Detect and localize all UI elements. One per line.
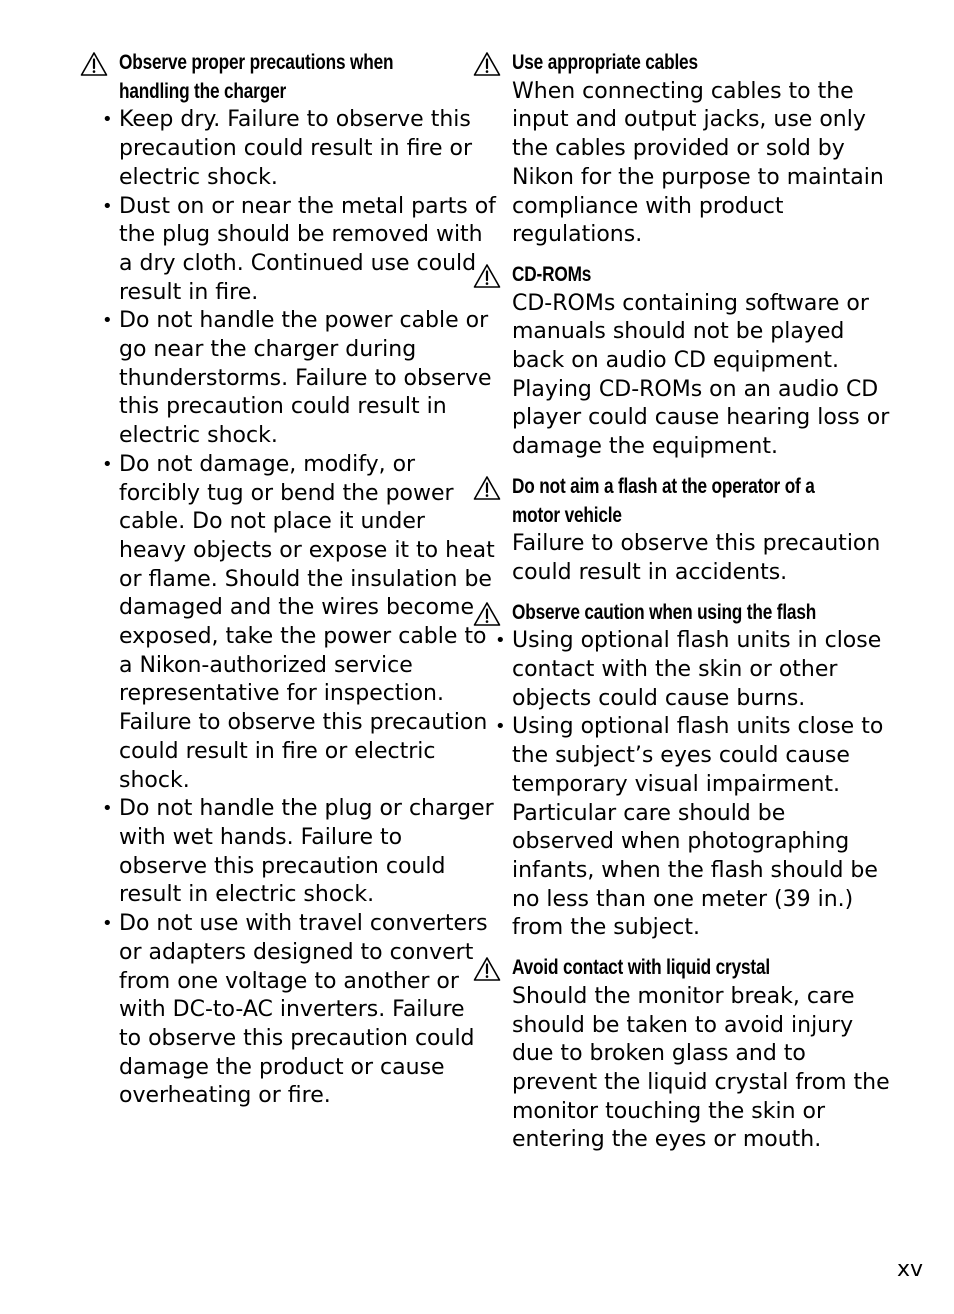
bullet-dot: • xyxy=(102,798,113,820)
bullet-list xyxy=(495,627,884,943)
body-line: player could cause hearing loss or xyxy=(512,405,890,431)
section-flash-operator xyxy=(473,473,881,588)
section-flash-caution xyxy=(473,599,884,943)
bullet-dot: • xyxy=(102,109,113,131)
bullet-line: no less than one meter (39 in.) xyxy=(512,886,854,912)
left-column xyxy=(80,49,496,1111)
heading-line: Use appropriate cables xyxy=(512,51,698,74)
section-heading xyxy=(119,49,464,106)
heading-line: motor vehicle xyxy=(512,503,622,527)
bullet-line: damaged and the wires become xyxy=(119,595,474,621)
bullet-list xyxy=(102,106,496,1111)
warning-icon xyxy=(80,51,108,77)
bullet-line: cable. Do not place it under xyxy=(119,509,425,535)
bullet-line: objects could cause burns. xyxy=(512,685,806,711)
bullet-line: result in electric shock. xyxy=(119,882,375,908)
bullet-line: Do not handle the plug or charger xyxy=(119,796,494,822)
bullet-line: representative for inspection. xyxy=(119,681,444,707)
warning-icon xyxy=(473,51,501,77)
body-line: the cables provided or sold by xyxy=(512,136,845,162)
right-column xyxy=(473,49,890,1155)
bullet-item xyxy=(495,713,884,943)
bullet-line: overheating or fire. xyxy=(119,1083,331,1109)
bullet-line: with DC-to-AC inverters. Failure xyxy=(119,997,465,1023)
bullet-line: exposed, take the power cable to xyxy=(119,624,487,650)
bullet-line: Keep dry. Failure to observe this xyxy=(119,107,471,133)
bullet-line: Dust on or near the metal parts of xyxy=(119,193,496,219)
bullet-line: with wet hands. Failure to xyxy=(119,824,403,850)
bullet-line: observe this precaution could xyxy=(119,853,446,879)
heading-line: handling the charger xyxy=(119,79,287,103)
bullet-line: or flame. Should the insulation be xyxy=(119,566,492,592)
body-line: compliance with product xyxy=(512,193,784,219)
section-body xyxy=(512,530,881,587)
section-body xyxy=(512,290,890,462)
section-liquid-crystal xyxy=(473,954,890,1155)
section-heading xyxy=(512,954,857,983)
body-line: could result in accidents. xyxy=(512,559,788,585)
section-cd-roms xyxy=(473,261,890,462)
page-number: xv xyxy=(896,1257,923,1282)
bullet-line: electric shock. xyxy=(119,423,278,449)
warning-icon xyxy=(473,475,501,501)
bullet-dot: • xyxy=(102,453,113,475)
bullet-line: to observe this precaution could xyxy=(119,1025,475,1051)
section-heading xyxy=(512,261,857,290)
section-body xyxy=(512,78,884,250)
bullet-line: the plug should be removed with xyxy=(119,222,483,248)
body-line: Nikon for the purpose to maintain xyxy=(512,164,884,190)
body-line: due to broken glass and to xyxy=(512,1041,806,1067)
body-line: CD-ROMs containing software or xyxy=(512,290,869,316)
body-line: Playing CD-ROMs on an audio CD xyxy=(512,376,879,402)
bullet-line: precaution could result in fire or xyxy=(119,136,473,162)
body-line: Should the monitor break, care xyxy=(512,983,855,1009)
bullet-line: from the subject. xyxy=(512,915,701,941)
bullet-line: Do not use with travel converters xyxy=(119,911,488,937)
bullet-dot: • xyxy=(102,195,113,217)
section-heading xyxy=(512,599,857,628)
bullet-line: result in fire. xyxy=(119,279,259,305)
bullet-line: Do not handle the power cable or xyxy=(119,308,489,334)
bullet-line: a dry cloth. Continued use could xyxy=(119,250,477,276)
bullet-item xyxy=(102,910,488,1111)
warning-icon xyxy=(473,956,501,982)
body-line: Failure to observe this precaution xyxy=(512,531,881,557)
bullet-line: Using optional flash units close to xyxy=(512,714,884,740)
bullet-line: thunderstorms. Failure to observe xyxy=(119,365,492,391)
bullet-item xyxy=(102,193,496,308)
body-line: input and output jacks, use only xyxy=(512,107,866,133)
bullet-line: Failure to observe this precaution xyxy=(119,710,488,736)
bullet-dot: • xyxy=(102,310,113,332)
heading-line: Do not aim a flash at the operator of a xyxy=(512,474,815,498)
bullet-line: Do not damage, modify, or xyxy=(119,451,416,477)
section-heading xyxy=(512,473,857,530)
body-line: should be taken to avoid injury xyxy=(512,1012,854,1038)
bullet-dot: • xyxy=(495,630,506,652)
bullet-line: this precaution could result in xyxy=(119,394,447,420)
bullet-line: temporary visual impairment. xyxy=(512,771,841,797)
bullet-line: Using optional flash units in close xyxy=(512,628,882,654)
bullet-item xyxy=(102,307,492,451)
bullet-line: heavy objects or expose it to heat xyxy=(119,537,495,563)
body-line: monitor touching the skin or xyxy=(512,1098,826,1124)
section-body xyxy=(512,983,890,1155)
body-line: When connecting cables to the xyxy=(512,78,854,104)
bullet-line: infants, when the flash should be xyxy=(512,857,878,883)
bullet-dot: • xyxy=(102,913,113,935)
body-line: prevent the liquid crystal from the xyxy=(512,1069,890,1095)
body-line: damage the equipment. xyxy=(512,434,778,460)
bullet-line: a Nikon-authorized service xyxy=(119,652,413,678)
heading-line: Observe proper precautions when xyxy=(119,51,394,74)
heading-line: CD-ROMs xyxy=(512,262,592,286)
bullet-line: electric shock. xyxy=(119,164,278,190)
bullet-line: from one voltage to another or xyxy=(119,968,459,994)
bullet-item xyxy=(495,627,882,713)
section-cables xyxy=(473,49,884,250)
bullet-line: Particular care should be xyxy=(512,800,786,826)
section-heading xyxy=(512,49,857,78)
bullet-line: contact with the skin or other xyxy=(512,657,838,683)
bullet-line: or adapters designed to convert xyxy=(119,939,474,965)
bullet-line: could result in fire or electric xyxy=(119,738,436,764)
bullet-item xyxy=(102,795,494,910)
bullet-line: damage the product or cause xyxy=(119,1054,445,1080)
bullet-line: the subject’s eyes could cause xyxy=(512,743,850,769)
bullet-line: go near the charger during xyxy=(119,337,417,363)
body-line: manuals should not be played xyxy=(512,319,845,345)
bullet-line: observed when photographing xyxy=(512,829,850,855)
heading-line: Avoid contact with liquid crystal xyxy=(512,956,771,980)
heading-line: Observe caution when using the flash xyxy=(512,600,817,624)
body-line: regulations. xyxy=(512,222,643,248)
warning-icon xyxy=(473,263,501,289)
bullet-item xyxy=(102,451,495,795)
bullet-item xyxy=(102,106,473,192)
body-line: back on audio CD equipment. xyxy=(512,348,839,374)
bullet-line: forcibly tug or bend the power xyxy=(119,480,454,506)
bullet-dot: • xyxy=(495,716,506,738)
section-charger-precautions xyxy=(80,49,496,1111)
warning-icon xyxy=(473,601,501,627)
bullet-line: shock. xyxy=(119,767,190,793)
body-line: entering the eyes or mouth. xyxy=(512,1127,822,1153)
